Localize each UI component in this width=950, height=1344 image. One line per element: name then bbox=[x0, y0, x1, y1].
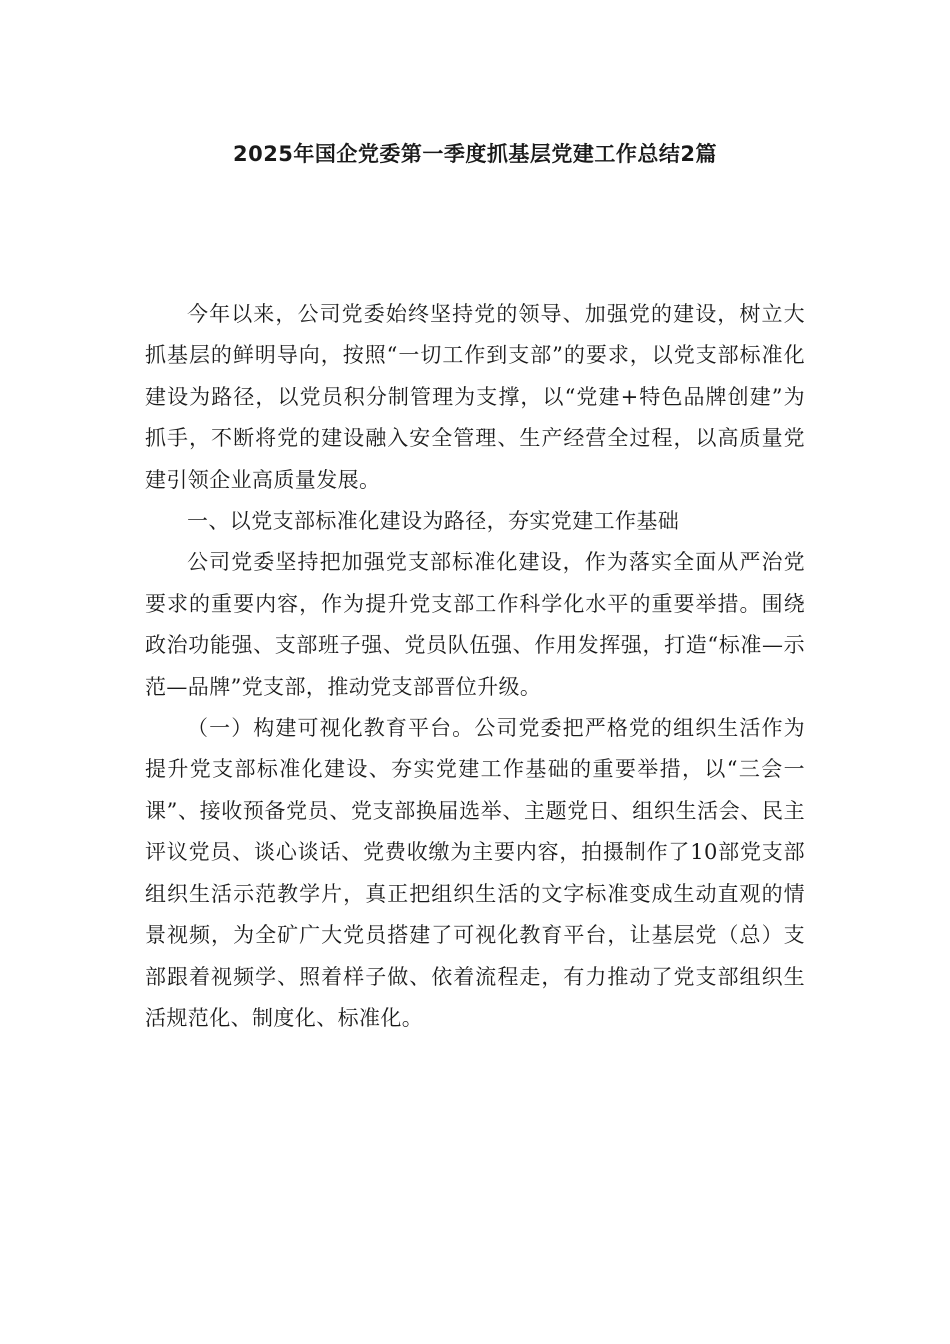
document-body bbox=[145, 294, 805, 1039]
section-heading-1: 一、以党支部标准化建设为路径，夯实党建工作基础 bbox=[187, 509, 680, 534]
intro-paragraph: 今年以来，公司党委始终坚持党的领导、加强党的建设，树立大抓基层的鲜明导向，按照“一切工作到支部”的要求，以党支部标准化建设为路径，以党员积分制管理为支撑，以“党建+特色品牌创建”为抓手，不断将党的建设融入安全管理、生产经营全过程，以高质量党建引领企业高质量发展。 bbox=[145, 302, 805, 492]
document-title: 2025年国企党委第一季度抓基层党建工作总结2篇 bbox=[232, 142, 718, 166]
section-1-paragraph: 公司党委坚持把加强党支部标准化建设，作为落实全面从严治党要求的重要内容，作为提升党支部工作科学化水平的重要举措。围绕政治功能强、支部班子强、党员队伍强、作用发挥强，打造“标准—示范—品牌”党支部，推动党支部晋位升级。 bbox=[145, 550, 805, 699]
subsection-1-paragraph: （一）构建可视化教育平台。公司党委把严格党的组织生活作为提升党支部标准化建设、夯实党建工作基础的重要举措，以“三会一课”、接收预备党员、党支部换届选举、主题党日、组织生活会、民主评议党员、谈心谈话、党费收缴为主要内容，拍摄制作了10部党支部组织生活示范教学片，真正把组织生活的文字标准变成生动直观的情景视频，为全矿广大党员搭建了可视化教育平台，让基层党（总）支部跟着视频学、照着样子做、依着流程走，有力推动了党支部组织生活规范化、制度化、标准化。 bbox=[145, 716, 805, 1030]
